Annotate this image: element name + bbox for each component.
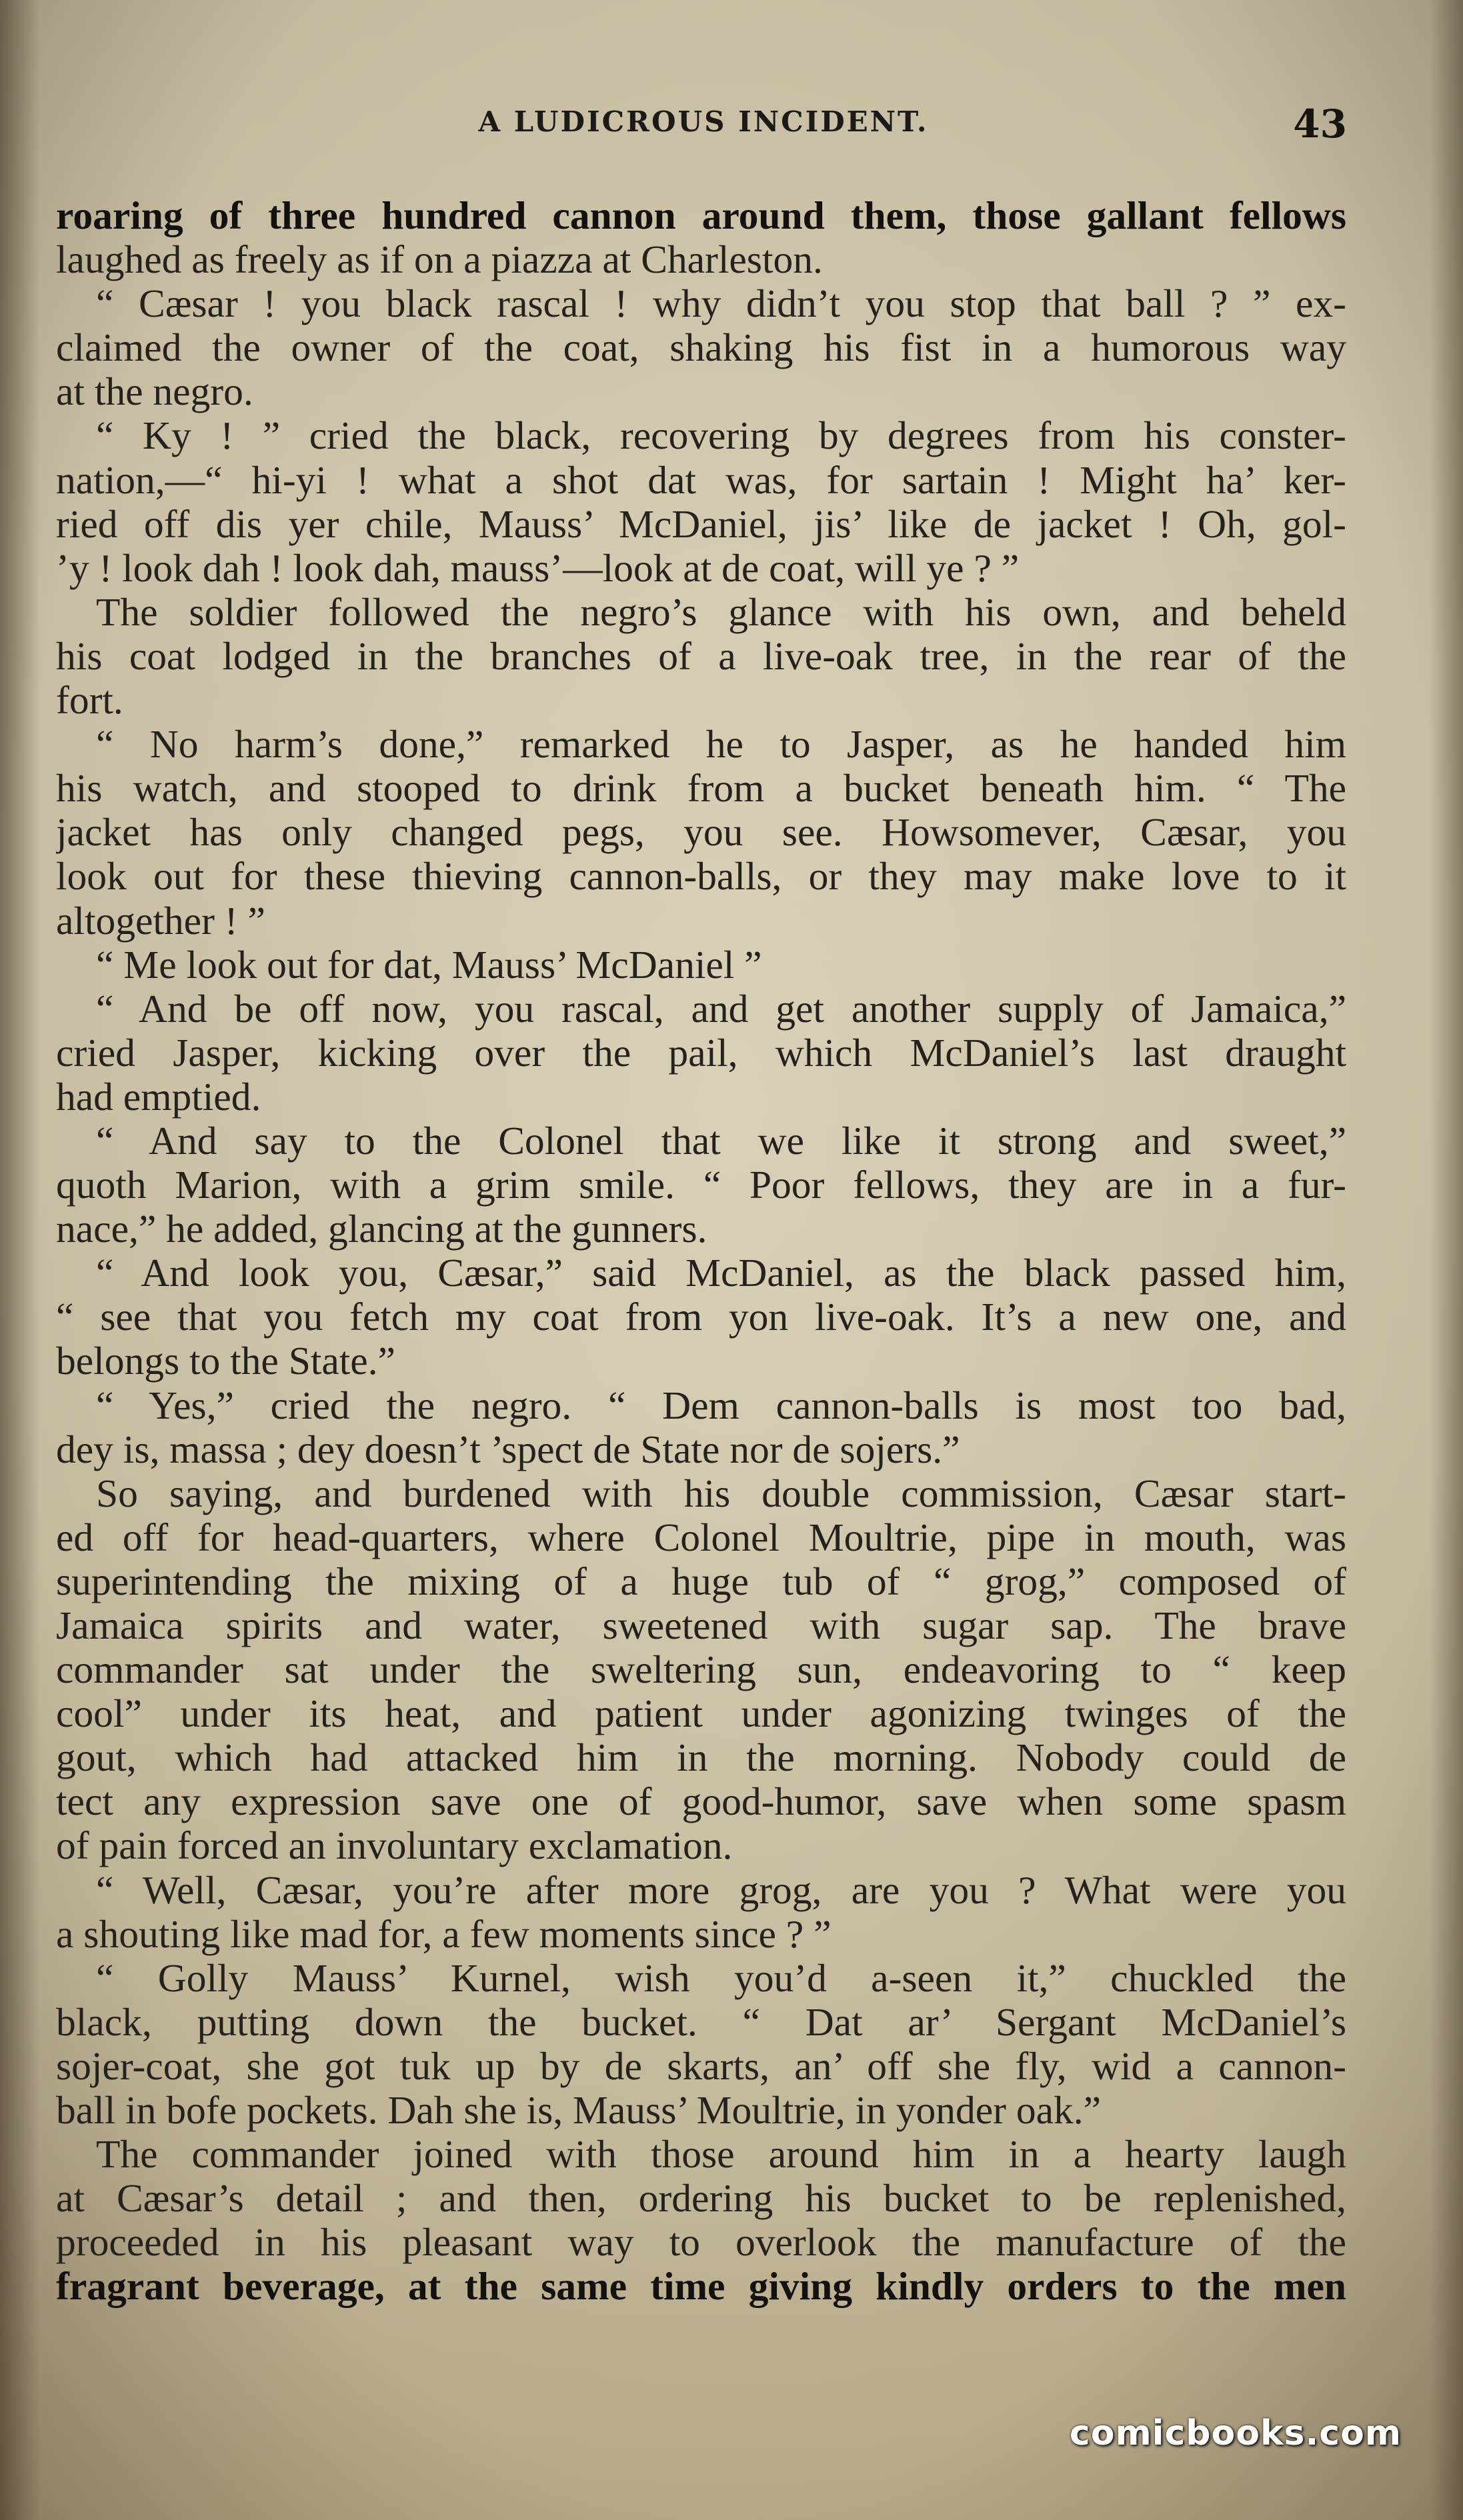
text-line: ed off for head-quarters, where Colonel Moultrie, pipe in mouth, was	[56, 1515, 1346, 1559]
page-number: 43	[1293, 101, 1347, 147]
text-line: roaring of three hundred cannon around them, those gallant fellows	[56, 193, 1346, 237]
running-title: A LUDICROUS INCIDENT.	[478, 105, 929, 138]
body-text	[56, 193, 1346, 2309]
text-line: “ Well, Cæsar, you’re after more grog, are you ? What were you	[96, 1867, 1346, 1912]
text-line: laughed as freely as if on a piazza at Charleston.	[56, 237, 823, 282]
text-line: fragrant beverage, at the same time giving kindly orders to the men	[56, 2264, 1346, 2309]
text-line: nace,” he added, glancing at the gunners.	[56, 1207, 707, 1251]
text-line: “ No harm’s done,” remarked he to Jasper, as he handed him	[96, 722, 1346, 767]
text-line: “ Yes,” cried the negro. “ Dem cannon-balls is most too bad,	[96, 1383, 1346, 1427]
text-line: his coat lodged in the branches of a live-oak tree, in the rear of the	[56, 633, 1346, 678]
running-head	[60, 101, 1347, 147]
text-line: at Cæsar’s detail ; and then, ordering his bucket to be replenished,	[56, 2176, 1346, 2221]
watermark: comicbooks.com	[1069, 2413, 1402, 2453]
text-line: “ Me look out for dat, Mauss’ McDaniel ”	[96, 942, 762, 987]
text-line: “ see that you fetch my coat from yon live-oak. It’s a new one, and	[56, 1295, 1346, 1339]
text-line: fort.	[56, 678, 123, 723]
text-line: “ Ky ! ” cried the black, recovering by degrees from his conster-	[96, 413, 1346, 458]
text-line: “ And look you, Cæsar,” said McDaniel, as the black passed him,	[96, 1251, 1346, 1295]
text-line: cried Jasper, kicking over the pail, which McDaniel’s last draught	[56, 1030, 1346, 1075]
text-line: The soldier followed the negro’s glance with his own, and beheld	[96, 589, 1346, 634]
text-line: a shouting like mad for, a few moments since ? ”	[56, 1911, 832, 1956]
text-line: superintending the mixing of a huge tub of “ grog,” composed of	[56, 1559, 1346, 1603]
text-line: ’y ! look dah ! look dah, mauss’—look at de coat, will ye ? ”	[56, 545, 1020, 590]
text-line: look out for these thieving cannon-balls, or they may make love to it	[56, 854, 1346, 899]
text-line: “ And be off now, you rascal, and get another supply of Jamaica,”	[96, 986, 1346, 1031]
text-line: Jamaica spirits and water, sweetened with sugar sap. The brave	[56, 1603, 1346, 1647]
text-line: ball in bofe pockets. Dah she is, Mauss’ Moultrie, in yonder oak.”	[56, 2088, 1102, 2133]
text-line: ried off dis yer chile, Mauss’ McDaniel, jis’ like de jacket ! Oh, gol-	[56, 501, 1346, 546]
text-line: his watch, and stooped to drink from a bucket beneath him. “ The	[56, 766, 1346, 811]
text-line: nation,—“ hi-yi ! what a shot dat was, for sartain ! Might ha’ ker-	[56, 457, 1346, 502]
text-line: cool” under its heat, and patient under agonizing twinges of the	[56, 1691, 1346, 1736]
text-line: altogether ! ”	[56, 898, 265, 943]
text-line: of pain forced an involuntary exclamation.	[56, 1823, 733, 1868]
text-line: “ And say to the Colonel that we like it strong and sweet,”	[96, 1118, 1346, 1163]
text-line: sojer-coat, she got tuk up by de skarts, an’ off she fly, wid a cannon-	[56, 2043, 1346, 2088]
text-line: proceeded in his pleasant way to overlook the manufacture of the	[56, 2220, 1346, 2265]
text-line: commander sat under the sweltering sun, endeavoring to “ keep	[56, 1647, 1346, 1692]
text-line: “ Cæsar ! you black rascal ! why didn’t you stop that ball ? ” ex-	[96, 281, 1346, 326]
text-line: The commander joined with those around him in a hearty laugh	[96, 2132, 1346, 2177]
text-line: dey is, massa ; dey doesn’t ’spect de State nor de sojers.”	[56, 1427, 960, 1471]
text-line: belongs to the State.”	[56, 1339, 395, 1383]
text-line: black, putting down the bucket. “ Dat ar’ Sergant McDaniel’s	[56, 1999, 1346, 2044]
text-line: had emptied.	[56, 1074, 261, 1119]
text-line: “ Golly Mauss’ Kurnel, wish you’d a-seen it,” chuckled the	[96, 1955, 1346, 2000]
text-line: So saying, and burdened with his double commission, Cæsar start-	[96, 1471, 1346, 1515]
text-line: gout, which had attacked him in the morning. Nobody could de	[56, 1735, 1346, 1780]
text-line: quoth Marion, with a grim smile. “ Poor fellows, they are in a fur-	[56, 1163, 1346, 1207]
text-line: jacket has only changed pegs, you see. Howsomever, Cæsar, you	[56, 810, 1346, 855]
text-line: tect any expression save one of good-humor, save when some spasm	[56, 1779, 1346, 1824]
text-line: claimed the owner of the coat, shaking his fist in a humorous way	[56, 325, 1346, 370]
text-line: at the negro.	[56, 369, 253, 414]
